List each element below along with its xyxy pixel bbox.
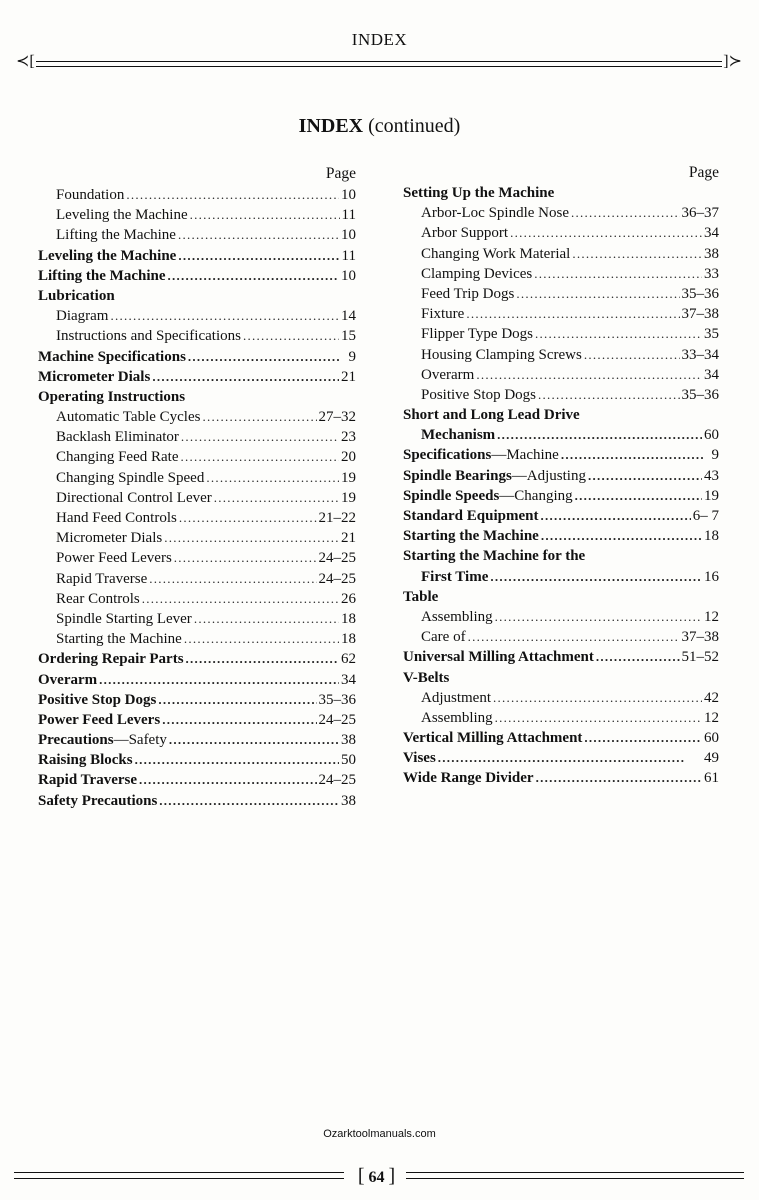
index-term: Clamping Devices: [421, 265, 533, 282]
index-entry: [38, 326, 356, 346]
index-entry: [38, 730, 356, 750]
index-entry: [38, 791, 356, 811]
index-page-ref: 27–32: [318, 409, 356, 426]
index-page-ref: 38: [341, 732, 356, 749]
index-entry: [38, 447, 356, 467]
leader-dots: [99, 670, 339, 690]
index-page-ref: 35–36: [681, 386, 719, 403]
leader-dots: [179, 508, 317, 528]
index-term: Operating Instructions: [38, 388, 186, 405]
index-term: Ordering Repair Parts: [38, 651, 184, 668]
leader-dots: [243, 326, 339, 346]
leader-dots: [596, 647, 680, 667]
leader-dots: [164, 528, 339, 548]
index-term: Lubrication: [38, 287, 115, 304]
index-term: Spindle Bearings—Adjusting: [403, 467, 586, 484]
leader-dots: [541, 526, 702, 546]
leader-dots: [588, 466, 702, 486]
index-entry: [403, 445, 719, 465]
page-title: [0, 115, 759, 138]
page-number-value: 64: [368, 1169, 385, 1186]
index-term: Lifting the Machine: [38, 267, 166, 284]
index-term: Starting the Machine: [56, 631, 182, 648]
index-term: Backlash Eliminator: [56, 429, 179, 446]
top-rule: [14, 53, 744, 72]
index-term: Positive Stop Dogs: [421, 386, 537, 403]
index-entry: [403, 668, 719, 688]
leader-dots: [438, 748, 702, 768]
index-entry: [403, 345, 719, 365]
index-term: Leveling the Machine: [56, 207, 188, 224]
leader-dots: [168, 266, 340, 286]
leader-dots: [206, 468, 339, 488]
index-page-ref: 18: [704, 528, 719, 545]
index-term: Hand Feed Controls: [56, 510, 177, 526]
index-term: Fixture: [421, 306, 465, 323]
index-term: First Time: [421, 568, 489, 585]
index-term: Rear Controls: [56, 590, 140, 607]
index-page-ref: 16: [704, 568, 719, 585]
index-entry: [403, 506, 719, 526]
index-page-ref: 38: [704, 245, 719, 262]
leader-dots: [169, 730, 339, 750]
leader-dots: [495, 607, 702, 627]
leader-dots: [490, 567, 702, 587]
index-page-ref: 23: [341, 429, 356, 446]
index-entry: [403, 526, 719, 546]
index-entry: [38, 609, 356, 629]
index-term: Lifting the Machine: [56, 227, 176, 244]
index-page-ref: 38: [341, 792, 356, 809]
page-title-rest: (continued): [363, 115, 461, 137]
leader-dots: [181, 427, 339, 447]
index-page-ref: 62: [341, 651, 356, 668]
leader-dots: [159, 791, 339, 811]
index-term: V-Belts: [403, 669, 450, 686]
index-term: Feed Trip Dogs: [421, 285, 515, 302]
index-entry: [403, 203, 719, 223]
index-term: Power Feed Levers: [56, 550, 172, 567]
index-term: Changing Feed Rate: [56, 449, 179, 466]
index-term: Power Feed Levers: [38, 711, 161, 728]
leader-dots: [139, 770, 316, 790]
leader-dots: [178, 246, 339, 266]
index-term: Automatic Table Cycles: [56, 409, 201, 426]
index-page-ref: 10: [341, 267, 356, 284]
leader-dots: [466, 304, 679, 324]
index-term: Universal Milling Attachment: [403, 649, 594, 666]
leader-dots: [158, 690, 316, 710]
index-term: Spindle Starting Lever: [56, 610, 192, 627]
index-entry: [38, 508, 356, 528]
index-page-ref: 21–22: [318, 510, 356, 526]
index-page-ref: 21: [341, 368, 356, 385]
index-entry: [38, 347, 356, 367]
index-entry: [38, 528, 356, 548]
leader-dots: [126, 185, 339, 205]
index-entry: [38, 690, 356, 710]
leader-dots: [516, 284, 679, 304]
index-entry: [403, 385, 719, 405]
index-page-ref: 37–38: [681, 629, 719, 646]
index-term: Short and Long Lead Drive: [403, 407, 580, 424]
index-page-ref: 10: [341, 227, 356, 244]
index-page-ref: 36–37: [681, 205, 719, 222]
leader-dots: [538, 385, 679, 405]
index-entry: [38, 225, 356, 245]
index-page-ref: 61: [704, 770, 719, 787]
leader-dots: [497, 425, 702, 445]
index-term: Care of: [421, 629, 466, 646]
index-entry: [38, 246, 356, 266]
index-page-ref: 35–36: [681, 285, 719, 302]
index-entry: [403, 486, 719, 506]
index-entry: [38, 205, 356, 225]
index-entry: [403, 587, 719, 607]
index-entry: [38, 629, 356, 649]
index-term: Standard Equipment: [403, 508, 539, 524]
leader-dots: [186, 649, 339, 669]
index-entry: [403, 425, 719, 445]
index-entry: [403, 688, 719, 708]
running-head: INDEX: [351, 30, 408, 49]
leader-dots: [135, 750, 339, 770]
index-page-ref: 18: [341, 610, 356, 627]
index-term: Machine Specifications: [38, 348, 186, 365]
leader-dots: [468, 627, 680, 647]
index-page-ref: 42: [704, 689, 719, 706]
index-term: Flipper Type Dogs: [421, 326, 534, 343]
index-term: Directional Control Lever: [56, 489, 212, 506]
bottom-rule: [14, 1165, 744, 1189]
index-page-ref: 9: [348, 348, 356, 365]
index-page-ref: 15: [341, 328, 356, 345]
leader-dots: [510, 223, 702, 243]
index-column-left: [38, 163, 356, 811]
index-page-ref: 18: [341, 631, 356, 648]
leader-dots: [536, 768, 702, 788]
index-entry: [38, 407, 356, 427]
index-page-ref: 24–25: [318, 711, 356, 728]
index-page-ref: 49: [704, 750, 719, 767]
index-entry: [38, 266, 356, 286]
index-entry: [403, 324, 719, 344]
index-page-ref: 9: [711, 447, 719, 464]
index-entry: [403, 768, 719, 788]
index-page-ref: 34: [704, 225, 719, 242]
page-number: [ 64 ]: [357, 1165, 396, 1187]
index-entry: [403, 728, 719, 748]
index-entry: [403, 264, 719, 284]
leader-dots: [572, 244, 702, 264]
leader-dots: [174, 548, 317, 568]
index-page-ref: 11: [341, 247, 356, 264]
index-term: Housing Clamping Screws: [421, 346, 582, 363]
index-term: Arbor-Loc Spindle Nose: [421, 205, 570, 222]
index-term: Arbor Support: [421, 225, 509, 242]
index-entry: [38, 367, 356, 387]
index-term: Safety Precautions: [38, 792, 158, 809]
index-entry: [38, 286, 356, 306]
index-entry: [38, 468, 356, 488]
index-page-ref: 12: [704, 608, 719, 625]
index-entry: [38, 589, 356, 609]
leader-dots: [584, 728, 702, 748]
index-term: Mechanism: [421, 427, 496, 444]
index-page-ref: 37–38: [681, 306, 719, 323]
index-page-ref: 50: [341, 752, 356, 769]
index-page-ref: 33: [704, 265, 719, 282]
leader-dots: [561, 445, 703, 465]
index-entry: [38, 427, 356, 447]
index-term: Positive Stop Dogs: [38, 691, 157, 708]
page-column-header: Page: [325, 165, 356, 182]
index-term: Micrometer Dials: [56, 530, 163, 547]
index-page-ref: 34: [704, 366, 719, 383]
index-page-ref: 6– 7: [692, 508, 719, 524]
index-entry: [38, 710, 356, 730]
index-page-ref: 24–25: [318, 772, 356, 789]
index-entry: [38, 750, 356, 770]
leader-dots: [202, 407, 316, 427]
index-page-ref: 43: [704, 467, 719, 484]
index-entry: [38, 488, 356, 508]
index-page-ref: 19: [341, 469, 356, 486]
index-entry: [403, 607, 719, 627]
index-entry: [403, 466, 719, 486]
leader-dots: [162, 710, 316, 730]
page-title-main: INDEX: [298, 115, 364, 137]
leader-dots: [190, 205, 340, 225]
double-rule-line: [406, 1172, 744, 1179]
index-term: Rapid Traverse: [38, 772, 138, 789]
double-rule-line: [14, 1172, 344, 1179]
leader-dots: [180, 447, 339, 467]
index-term: Diagram: [56, 308, 109, 325]
leader-dots: [534, 264, 702, 284]
index-page-ref: 35–36: [318, 691, 356, 708]
index-term: Foundation: [56, 187, 125, 203]
index-entry: [403, 627, 719, 647]
index-term: Adjustment: [421, 689, 491, 706]
index-entry: [38, 569, 356, 589]
leader-dots: [194, 609, 339, 629]
leader-dots: [178, 225, 339, 245]
double-rule-line: [36, 61, 722, 67]
index-entry: [403, 405, 719, 425]
leader-dots: [535, 324, 702, 344]
index-page-ref: 10: [341, 187, 356, 203]
index-term: Raising Blocks: [38, 752, 133, 769]
leader-dots: [214, 488, 339, 508]
leader-dots: [149, 569, 316, 589]
index-entry: [403, 304, 719, 324]
index-term: Changing Work Material: [421, 245, 571, 262]
index-term: Vises: [403, 750, 436, 767]
index-entry: [38, 306, 356, 326]
leader-dots: [584, 345, 680, 365]
index-term: Micrometer Dials: [38, 368, 151, 385]
leader-dots: [152, 367, 339, 387]
right-ornament: ]≻: [723, 53, 742, 70]
index-term: Leveling the Machine: [38, 247, 177, 264]
index-term: Overarm: [38, 671, 98, 688]
index-term: Overarm: [421, 366, 475, 383]
index-entry: [403, 748, 719, 768]
leader-dots: [476, 365, 702, 385]
index-page-ref: 35: [704, 326, 719, 343]
index-entry: [403, 284, 719, 304]
index-term: Changing Spindle Speed: [56, 469, 205, 486]
page-column-header: Page: [688, 164, 719, 181]
index-page-ref: 19: [704, 487, 719, 504]
index-term: Wide Range Divider: [403, 770, 534, 787]
leader-dots: [110, 306, 339, 326]
left-ornament: ≺[: [16, 53, 35, 70]
index-page-ref: 51–52: [681, 649, 719, 666]
index-term: Table: [403, 588, 439, 605]
leader-dots: [495, 708, 702, 728]
index-term: Vertical Milling Attachment: [403, 730, 583, 747]
index-page-ref: 26: [341, 590, 356, 607]
index-column-right: [403, 163, 719, 789]
index-page-ref: 33–34: [681, 346, 719, 363]
index-entry: [38, 770, 356, 790]
index-page-ref: 20: [341, 449, 356, 466]
index-term: Starting the Machine: [403, 528, 539, 545]
index-entry: [403, 708, 719, 728]
index-page-ref: 21: [341, 530, 356, 547]
index-entry: [38, 548, 356, 568]
index-page-ref: 60: [704, 730, 719, 747]
index-term: Instructions and Specifications: [56, 328, 241, 345]
index-entry: [38, 649, 356, 669]
index-entry: [403, 647, 719, 667]
index-entry: [403, 223, 719, 243]
leader-dots: [188, 347, 340, 367]
index-term: Starting the Machine for the: [403, 548, 586, 565]
index-entry: [38, 670, 356, 690]
source-credit: Ozarktoolmanuals.com: [323, 1128, 436, 1140]
index-page-ref: 12: [704, 709, 719, 726]
index-page-ref: 24–25: [318, 570, 356, 587]
index-page-ref: 34: [341, 671, 356, 688]
index-page-ref: 24–25: [318, 550, 356, 567]
leader-dots: [540, 506, 690, 526]
index-page-ref: 11: [341, 207, 356, 224]
leader-dots: [142, 589, 339, 609]
index-term: Spindle Speeds—Changing: [403, 487, 573, 504]
index-entry: [403, 244, 719, 264]
index-entry: [403, 183, 719, 203]
index-page-ref: 19: [341, 489, 356, 506]
index-term: Assembling: [421, 608, 493, 625]
index-page-ref: 14: [341, 308, 356, 325]
index-page-ref: 60: [704, 427, 719, 444]
leader-dots: [493, 688, 702, 708]
index-term: Rapid Traverse: [56, 570, 148, 587]
index-term: Assembling: [421, 709, 493, 726]
index-term: Setting Up the Machine: [403, 185, 555, 201]
index-entry: [38, 387, 356, 407]
index-entry: [403, 546, 719, 566]
index-term: Precautions—Safety: [38, 732, 167, 749]
leader-dots: [184, 629, 339, 649]
leader-dots: [575, 486, 702, 506]
index-entry: [38, 185, 356, 205]
index-term: Specifications—Machine: [403, 447, 559, 464]
index-entry: [403, 567, 719, 587]
index-entry: [403, 365, 719, 385]
leader-dots: [571, 203, 679, 223]
